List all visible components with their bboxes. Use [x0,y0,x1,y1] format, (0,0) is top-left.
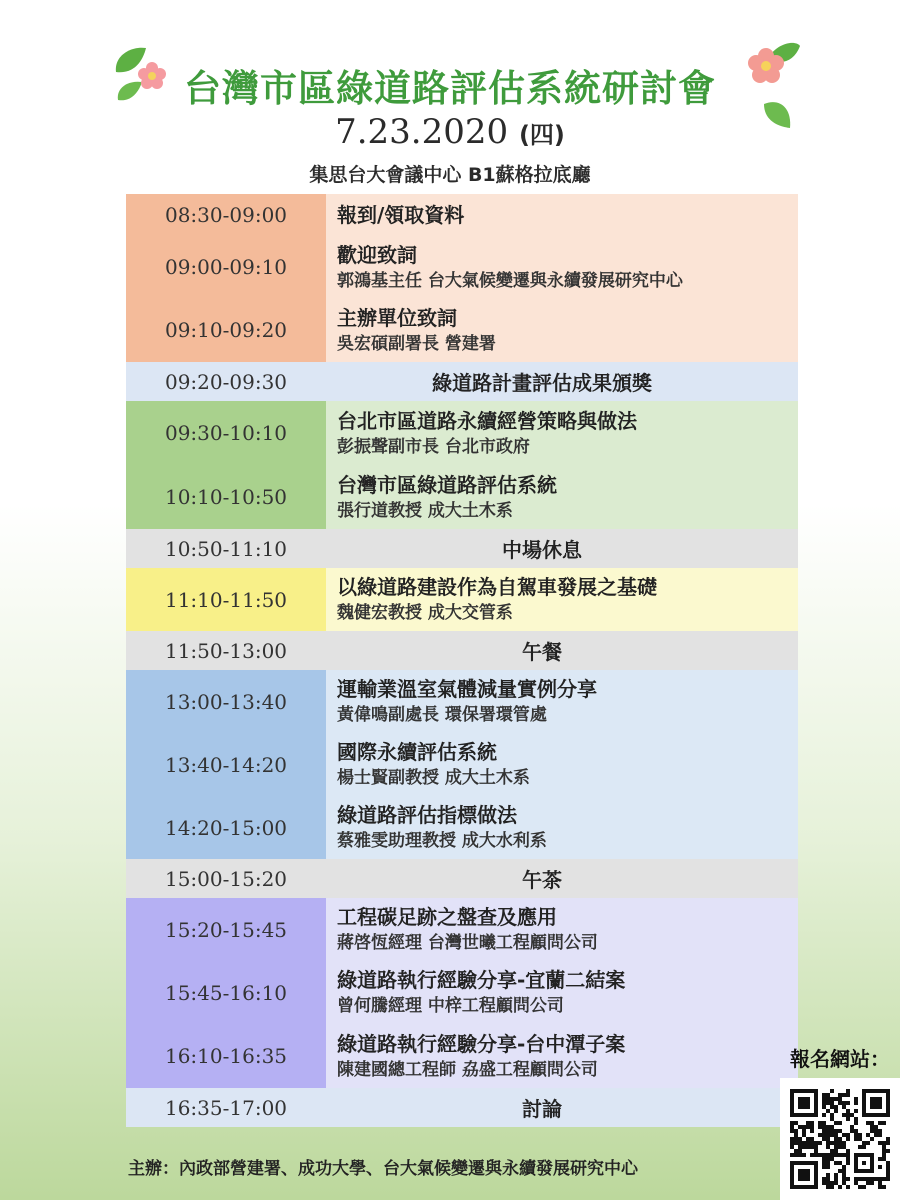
qr-code-graphic [790,1086,890,1192]
agenda-item [326,898,798,961]
agenda-item [326,236,798,298]
time-column [126,898,326,1088]
agenda-speaker: 吳宏碩副署長 營建署 [337,333,496,354]
time-cell: 15:00-15:20 [164,866,288,891]
date-text: 7.23.2020 [335,112,509,152]
schedule-table [126,194,798,1127]
agenda-speaker: 蔡雅雯助理教授 成大水利系 [337,831,547,851]
agenda-item [326,465,798,529]
agenda-title: 中場休息 [502,538,582,562]
time-cell: 09:20-09:30 [164,369,288,394]
time-cell: 13:40-14:20 [164,752,288,777]
time-cell: 16:35-17:00 [164,1095,288,1120]
agenda-speaker: 陳建國總工程師 劦盛工程顧問公司 [337,1059,598,1080]
agenda-item [326,401,798,465]
time-cell: 09:30-10:10 [164,421,288,445]
content-column [326,898,798,1088]
registration-label: 報名網站： [790,1047,890,1071]
weekday-text: (四) [518,121,565,149]
time-cell: 11:50-13:00 [164,638,288,663]
agenda-title: 報到/領取資料 [337,202,465,227]
time-cell: 15:20-15:45 [164,917,288,942]
agenda-title: 討論 [522,1097,562,1121]
agenda-item [326,961,798,1024]
agenda-speaker: 蔣啓恆經理 台灣世曦工程顧問公司 [337,933,598,953]
time-cell: 09:10-09:20 [164,318,288,342]
content-column [326,670,798,859]
time-cell: 14:20-15:00 [164,815,288,840]
agenda-speaker: 張行道教授 成大土木系 [337,500,513,521]
agenda-title: 台灣市區綠道路評估系統 [337,472,557,497]
schedule-block-opening [126,194,798,362]
agenda-item [326,568,798,631]
content-column [326,401,798,529]
agenda-banner-discussion [126,1088,798,1127]
agenda-title: 綠道路計畫評估成果頒獎 [432,371,652,395]
time-cell: 13:00-13:40 [164,689,288,714]
time-cell: 16:10-16:35 [164,1044,288,1068]
time-cell: 11:10-11:50 [164,587,288,612]
agenda-title: 午餐 [522,640,562,664]
content-column [326,194,798,362]
organizers-footer: 主辦：內政部營建署、成功大學、台大氣候變遷與永續發展研究中心 [128,1159,638,1179]
agenda-speaker: 黃偉鳴副處長 環保署環管處 [337,705,547,725]
agenda-title: 綠道路執行經驗分享-宜蘭二結案 [337,968,626,992]
schedule-block-cases [126,898,798,1088]
agenda-item [326,298,798,362]
agenda-speaker: 魏健宏教授 成大交管系 [337,603,513,623]
agenda-banner-award [126,362,798,401]
time-cell: 15:45-16:10 [164,980,288,1005]
time-column [126,670,326,859]
content-column [326,568,798,631]
agenda-speaker: 曾何騰經理 中梓工程顧問公司 [337,996,564,1016]
time-column [126,568,326,631]
agenda-item [326,1024,798,1088]
agenda-title: 台北市區道路永續經營策略與做法 [337,408,637,433]
agenda-speaker: 楊士賢副教授 成大土木系 [337,768,530,788]
agenda-title: 工程碳足跡之盤查及應用 [337,905,557,929]
event-title: 台灣市區綠道路評估系統研討會 [184,67,716,110]
event-date [0,112,900,152]
time-cell: 10:50-11:10 [164,536,288,561]
agenda-item [326,796,798,859]
qr-code-icon[interactable] [780,1078,900,1200]
agenda-banner-lunch [126,631,798,670]
agenda-speaker: 郭鴻基主任 台大氣候變遷與永續發展研究中心 [337,270,683,291]
schedule-block-autonomous [126,568,798,631]
agenda-title: 午茶 [522,868,562,892]
agenda-title: 運輸業溫室氣體減量實例分享 [337,677,597,701]
agenda-item [326,733,798,796]
agenda-item [326,194,798,236]
agenda-speaker: 彭振聲副市長 台北市政府 [337,436,530,457]
agenda-title: 綠道路執行經驗分享-台中潭子案 [337,1031,626,1056]
schedule-block-morning [126,401,798,529]
agenda-title: 綠道路評估指標做法 [337,803,517,827]
agenda-item [326,670,798,733]
time-cell: 09:00-09:10 [164,255,288,279]
schedule-block-afternoon [126,670,798,859]
agenda-banner-tea [126,859,798,898]
time-column [126,194,326,362]
agenda-title: 國際永續評估系統 [337,740,497,764]
agenda-title: 以綠道路建設作為自駕車發展之基礎 [337,575,657,599]
time-cell: 08:30-09:00 [164,203,288,227]
time-column [126,401,326,529]
agenda-title: 歡迎致詞 [337,242,417,267]
time-cell: 10:10-10:50 [164,485,288,509]
event-venue: 集思台大會議中心 B1蘇格拉底廳 [309,164,591,186]
agenda-title: 主辦單位致詞 [337,305,457,330]
agenda-banner-break [126,529,798,568]
